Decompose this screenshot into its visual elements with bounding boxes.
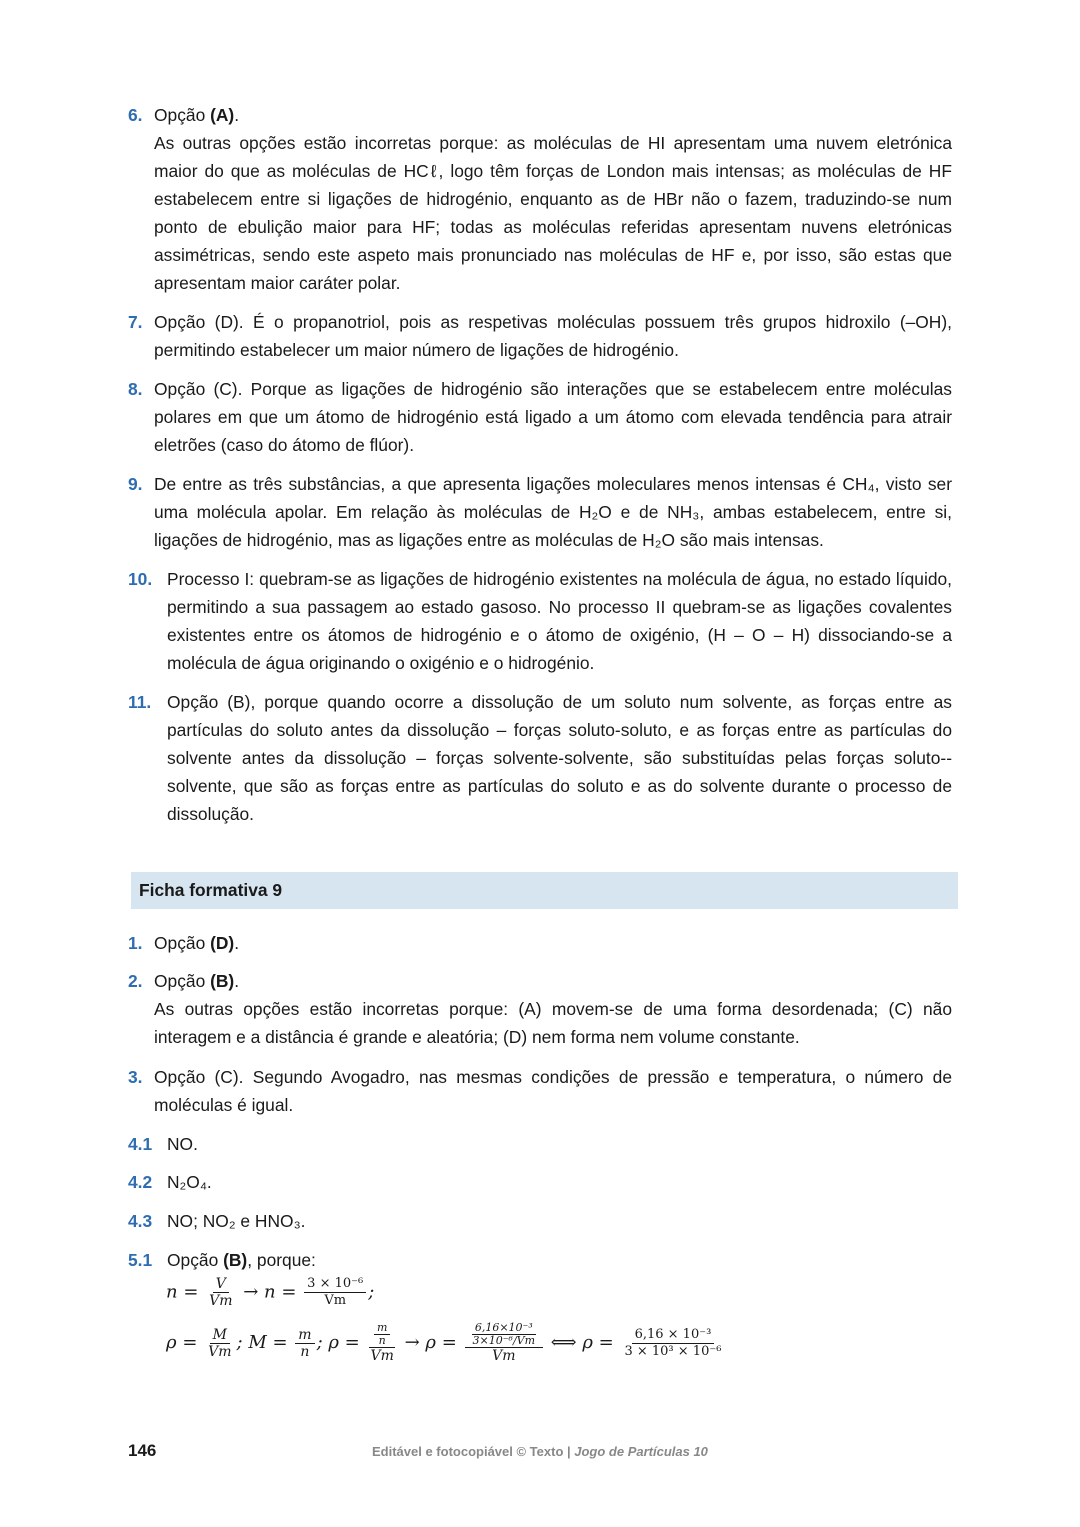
- equation-2: ρ = $\frac{M}{Vm}$ ; M = $\frac{m}{n}$ ; ρ = $\frac{\frac{m}{n}}{Vm}$ → ρ = $\frac{\frac{\text{6,16×10⁻³}}{\text{3×10⁻⁶/Vm}}}{Vm}$ ⟺ ρ = $\frac{\text{6,16 × 10⁻³}}{\text{3 × 10³ × 10⁻⁶}}$: [166, 1321, 722, 1364]
- answer-item-10: [128, 565, 952, 677]
- answer-item-6: [128, 101, 952, 297]
- answer-text: Opção (C). Porque as ligações de hidrogénio são interações que se estabelecem entre moléculas polares em que um átomo de hidrogénio está ligado a um átomo com elevada tendência para atrair eletrões (caso do átomo de flúor).: [154, 379, 952, 455]
- item-number: 9.: [128, 474, 143, 494]
- item-number: 4.1: [128, 1134, 153, 1154]
- item-number: 3.: [128, 1067, 143, 1087]
- answer-item-7: [128, 308, 952, 364]
- item-number: 1.: [128, 933, 143, 953]
- page-number: 146: [128, 1441, 157, 1460]
- answer-text: Opção (D). É o propanotriol, pois as respetivas moléculas possuem três grupos hidroxilo (–OH), permitindo estabelecer um maior número de ligações de hidrogénio.: [154, 312, 952, 360]
- answer-explanation: As outras opções estão incorretas porque: (A) movem-se de uma forma desordenada; (C) não interagem e a distância é grande e aleatória; (D) nem forma nem volume constante.: [154, 999, 952, 1047]
- answer-text: De entre as três substâncias, a que apresenta ligações moleculares menos intensas é CH₄, visto ser uma molécula apolar. Em relação às moléculas de H₂O e de NH₃, ambas estabelecem, entre si, ligações de hidrogénio, mas as ligações entre as moléculas de H₂O são mais intensas.: [154, 474, 952, 550]
- answer-item-f3: [128, 1063, 952, 1119]
- answer-item-11: [128, 688, 952, 828]
- answer-option: Opção (B).: [154, 971, 240, 991]
- answer-text: Processo I: quebram-se as ligações de hidrogénio existentes na molécula de água, no estado líquido, permitindo a sua passagem ao estado gasoso. No processo II quebram-se as ligações covalentes existentes entre os átomos de hidrogénio e o átomo de oxigénio, (H – O – H) dissociando-se a molécula de água originando o oxigénio e o hidrogénio.: [167, 569, 952, 673]
- item-number: 2.: [128, 971, 143, 991]
- item-number: 11.: [128, 692, 152, 712]
- item-number: 6.: [128, 105, 143, 125]
- answer-item-f4-2: [128, 1168, 952, 1196]
- answer-text: Opção (D).: [154, 933, 240, 953]
- answer-item-9: [128, 470, 952, 554]
- answer-item-f4-1: [128, 1130, 952, 1158]
- footer-copyright: Editável e fotocopiável © Texto | Jogo de Partículas 10: [372, 1444, 708, 1459]
- answer-item-f2: [128, 967, 952, 1051]
- item-number: 8.: [128, 379, 143, 399]
- answer-item-f5-1: [128, 1246, 952, 1274]
- answer-item-8: [128, 375, 952, 459]
- answer-text: Opção (B), porque:: [167, 1250, 316, 1270]
- answer-item-f4-3: [128, 1207, 952, 1235]
- item-number: 5.1: [128, 1250, 153, 1270]
- item-number: 4.3: [128, 1211, 153, 1231]
- answer-item-f1: [128, 929, 952, 957]
- item-number: 10.: [128, 569, 153, 589]
- answer-text: Opção (C). Segundo Avogadro, nas mesmas condições de pressão e temperatura, o número de moléculas é igual.: [154, 1067, 952, 1115]
- section-header: Ficha formativa 9: [131, 872, 958, 909]
- answer-explanation: As outras opções estão incorretas porque: as moléculas de HI apresentam uma nuvem eletrónica maior do que as moléculas de HCℓ, logo têm forças de London mais intensas; as moléculas de HF estabelecem entre si ligações de hidrogénio, enquanto as de HBr não o fazem, traduzindo-se num ponto de ebulição maior para HF; todas as moléculas referidas apresentam nuvens eletrónicas assimétricas, sendo este aspeto mais pronunciado nas moléculas de HF e, por isso, são estas que apresentam maior caráter polar.: [154, 133, 952, 293]
- answer-text: NO; NO₂ e HNO₃.: [167, 1211, 306, 1231]
- answer-option: Opção (A).: [154, 105, 240, 125]
- item-number: 4.2: [128, 1172, 153, 1192]
- equation-1: n = $\frac{V}{Vm}$ → n = $\frac{\text{3 × 10⁻⁶}}{Vm}$ ;: [166, 1276, 375, 1309]
- item-number: 7.: [128, 312, 143, 332]
- answer-text: Opção (B), porque quando ocorre a dissolução de um soluto num solvente, as forças entre as partículas do soluto antes da dissolução – forças soluto-soluto, e as forças entre as partículas do solvente antes da dissolução – forças solvente-solvente, são substituídas pelas forças soluto--solvente, que são as forças entre as partículas do soluto e as do solvente durante o processo de dissolução.: [167, 692, 952, 824]
- answer-text: N₂O₄.: [167, 1172, 212, 1192]
- answer-text: NO.: [167, 1134, 198, 1154]
